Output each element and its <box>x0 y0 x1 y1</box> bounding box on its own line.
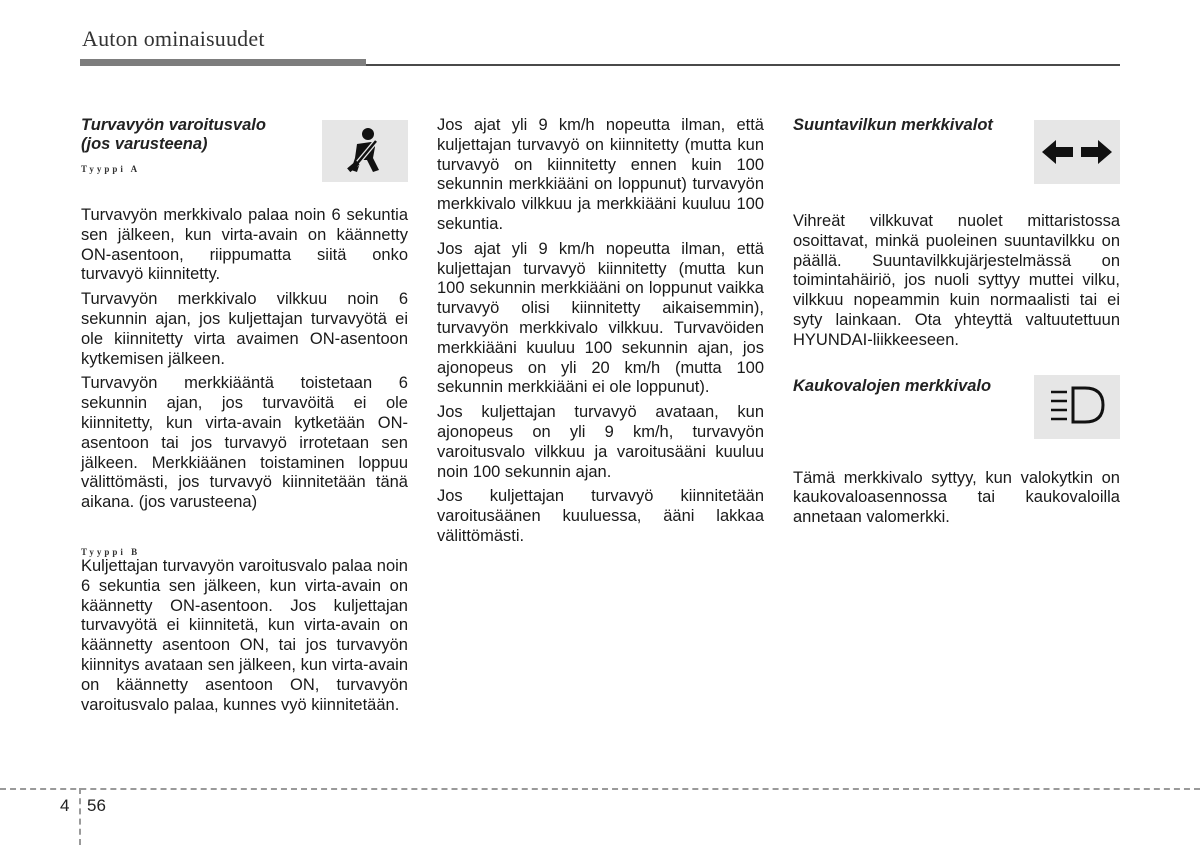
column-indicators <box>793 116 1120 533</box>
type-a-paragraph-3: Turvavyön merkkiääntä toistetaan 6 sekunnin ajan, jos turvavöitä ei ole kiinnitetty, kun virta-avain kytketään ON-asentoon tai jos turvavyö irrotetaan sen jälkeen. Merkkiäänen toistaminen loppuu välittömästi, jos turvavyö kiinnitetään tänä aikana. (jos varusteena) <box>81 374 408 512</box>
seatbelt-warning-icon <box>341 126 389 176</box>
high-beam-icon-box <box>1034 375 1120 439</box>
page-number: 56 <box>87 796 106 815</box>
seatbelt-section-head <box>81 116 408 206</box>
column-seatbelt <box>81 116 408 720</box>
turn-signal-paragraph: Vihreät vilkkuvat nuolet mittaristossa osoittavat, minkä puoleinen suuntavilkku on päällä. Suuntavilkkujärjestelmässä on toimintahäiriö, jos nuoli syttyy muttei vilku, vilkkuu nopeammin kuin normaalisti tai ei syty lainkaan. Ota yhteyttä valtuutettuun HYUNDAI-liikkeeseen. <box>793 212 1120 349</box>
speed-paragraph-3: Jos kuljettajan turvavyö avataan, kun ajonopeus on yli 9 km/h, turvavyön varoitusvalo vilkkuu ja varoitusääni kuuluu noin 100 sekunnin ajan. <box>437 403 764 481</box>
seatbelt-title-line1: Turvavyön varoitusvalo <box>81 116 266 134</box>
speed-paragraph-1: Jos ajat yli 9 km/h nopeutta ilman, että kuljettajan turvavyö on kiinnitetty (mutta kun turvavyö on kiinnitetty ennen kuin 100 sekunnin merkkiääni on loppunut) turvavyön merkkivalo vilkkuu ja merkkiääni kuuluu 100 sekuntia. <box>437 116 764 233</box>
type-b-label: Tyyppi B <box>81 546 141 557</box>
type-b-paragraph-1: Kuljettajan turvavyön varoitusvalo palaa noin 6 sekuntia sen jälkeen, kun virta-avain on käännetty ON-asentoon. Jos kuljettajan turvavyötä ei kiinnitetä, kun virta-avain on käännetty asentoon ON, tai jos turvavyön kiinnitys avataan sen jälkeen, kun virta-avain on käännetty asentoon ON, turvavyön varoitusvalo palaa, kunnes vyö kiinnitetään. <box>81 556 408 714</box>
footer-dashed-rule <box>0 788 1200 790</box>
turn-signal-icon-box <box>1034 120 1120 184</box>
seatbelt-title-line2: (jos varusteena) <box>81 135 208 153</box>
header-accent-bar <box>80 59 366 66</box>
type-a-paragraph-1: Turvavyön merkkivalo palaa noin 6 sekuntia sen jälkeen, kun virta-avain on käännetty ON-asentoon, riippumatta siitä onko turvavyö kiinnitetty. <box>81 206 408 284</box>
type-a-paragraph-2: Turvavyön merkkivalo vilkkuu noin 6 sekunnin ajan, jos kuljettajan turvavyötä ei ole kiinnitetty virta avaimen ON-asentoon kytkemisen jälkeen. <box>81 290 408 368</box>
chapter-number: 4 <box>60 796 70 815</box>
high-beam-title: Kaukovalojen merkkivalo <box>793 376 992 395</box>
page-header-title: Auton ominaisuudet <box>82 26 265 51</box>
footer-dashed-divider <box>79 788 81 845</box>
type-b-body <box>81 557 408 715</box>
type-a-body <box>81 206 408 513</box>
high-beam-paragraph: Tämä merkkivalo syttyy, kun valokytkin on kaukovaloasennossa tai kaukovaloilla annetaan valomerkki. <box>793 468 1120 527</box>
column-speed-warning <box>437 116 764 552</box>
header-rule <box>366 64 1120 66</box>
turn-signal-arrows-icon <box>1040 137 1114 167</box>
seatbelt-icon-box <box>322 120 408 182</box>
speed-paragraph-4: Jos kuljettajan turvavyö kiinnitetään varoitusäänen kuuluessa, ääni lakkaa välittömästi. <box>437 487 764 545</box>
turn-signal-title: Suuntavilkun merkkivalot <box>793 116 993 134</box>
high-beam-icon <box>1045 384 1109 430</box>
seatbelt-section-title <box>81 116 311 154</box>
high-beam-section-head <box>793 377 1120 469</box>
turn-signal-section-head <box>793 116 1120 212</box>
type-a-label: Tyyppi A <box>81 164 141 174</box>
speed-paragraph-2: Jos ajat yli 9 km/h nopeutta ilman, että kuljettajan turvavyö kiinnitetty (mutta kun 100 sekunnin merkkiääni on loppunut vaikka turvavyö olisi kiinnitetty aikaisemmin), turvavyön merkkivalo vilkkuu. Turvavöiden merkkiääni kuuluu 100 sekunnin ajan, jos ajonopeus on yli 20 km/h (mutta 100 sekunnin merkkiääni ei ole loppunut). <box>437 239 764 397</box>
